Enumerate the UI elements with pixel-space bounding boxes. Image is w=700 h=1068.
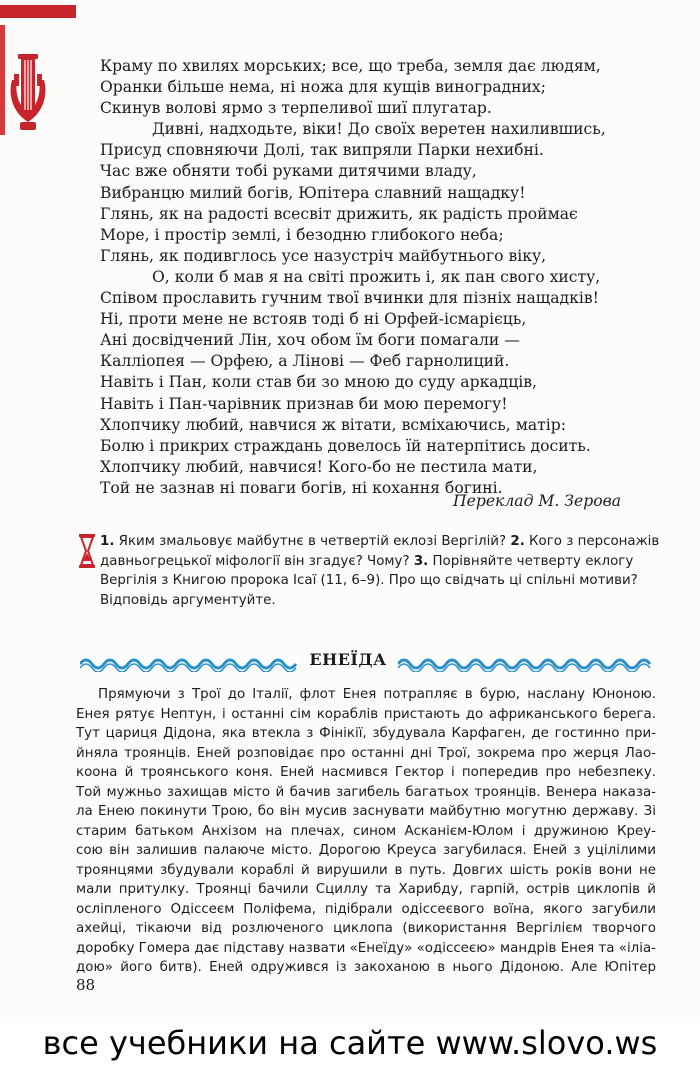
poem-line: Той не зазнав ні поваги богів, ні кохання богині. <box>100 478 503 497</box>
top-accent-bar <box>0 5 76 18</box>
prose-line: ахейці, тікаючи від розлюченого циклопа (використання Вергілієм творчого <box>76 921 656 936</box>
prose-line: сою він залишив палаюче місто. Дорогою Креуса загубилася. Еней з уцілілими <box>76 843 656 858</box>
poem-line: Скинув волові ярмо з терпеливої шиї плугатар. <box>100 99 492 118</box>
lyre-icon <box>6 50 50 132</box>
question-number: 2. <box>510 534 525 549</box>
prose-line: Прямуючи з Трої до Італії, флот Енея потрапляє в бурю, наслану Юноною. <box>98 687 656 702</box>
poem-line: Море, і простір землі, і безодню глибокого неба; <box>100 225 504 244</box>
hourglass-icon <box>78 533 96 569</box>
poem-line: Болю і прикрих страждань довелось їй натерпітись досить. <box>100 436 591 455</box>
poem-line: Краму по хвилях морських; все, що треба, земля дає людям, <box>100 57 601 75</box>
poem-line: Глянь, як подивглось усе назустріч майбутнього віку, <box>100 246 547 265</box>
question-number: 1. <box>100 534 115 549</box>
footer-banner: все учебники на сайте www.slovo.ws <box>0 1018 700 1068</box>
side-accent-bar <box>0 25 5 135</box>
poem-line: Співом прославить гучним твої вчинки для пізніх нащадків! <box>100 289 599 308</box>
poem-line: Оранки більше нема, ні ножа для кущів виноградних; <box>100 78 546 97</box>
prose-line: Тут цариця Дідона, яка втекла з Фінікії, збудувала Карфаген, де гостинно при- <box>76 726 656 741</box>
poem-line: Ні, проти мене не встояв тоді б ні Орфей-ісмарієць, <box>100 310 527 329</box>
translation-credit: Переклад М. Зерова <box>453 492 621 510</box>
prose-line: йняла троянців. Еней розповідає про останні дні Трої, зокрема про жерця Лао- <box>76 745 656 761</box>
ornament-left <box>80 656 298 672</box>
ornament-right <box>398 656 656 672</box>
prose-line: троянцями збудували кораблі й вирушили в путь. Довгих шість років вони не <box>76 862 656 878</box>
poem-line: Час вже обняти тобі руками дитячими владу, <box>100 162 477 181</box>
poem-line: Вибранцю милий богів, Юпітера славний нащадку! <box>100 183 526 202</box>
poem-line: Навіть і Пан-чарівник признав би мою перемогу! <box>100 394 508 413</box>
poem-line: Хлопчику любий, навчися! Кого-бо не пестила мати, <box>100 457 538 476</box>
poem-line: Присуд сповняючи Долі, так випряли Парки нехибні. <box>100 141 544 160</box>
prose-line: коона й троянського коня. Еней насмився Гектор і попередив про небезпеку. <box>76 765 656 780</box>
prose-line: доробку Гомера дає підставу назвати «Енеїду» «одіссеєю» мандрів Енея та «іліа- <box>76 940 656 956</box>
prose-line: осліпленого Одіссеєм Поліфема, підібрали одіссеєвого воїна, якого загубили <box>76 901 656 917</box>
prose-line: Енея рятує Нептун, і останні сім кораблів пристають до африканського берега. <box>76 706 656 722</box>
section-title: ЕНЕЇДА <box>309 650 387 669</box>
question-text: Яким змальовує майбутнє в четвертій еклозі Вергілій? <box>114 534 511 549</box>
poem-line: О, коли б мав я на світі прожить і, як пан свого хисту, <box>152 267 601 286</box>
question-text: Кого з персонажів давньогрецької міфології він згадує? Чому? <box>100 534 660 569</box>
poem-line: Глянь, як на радості всесвіт дрижить, як радість проймає <box>100 204 578 223</box>
questions-block <box>100 532 660 610</box>
question-number: 3. <box>413 553 429 569</box>
prose-line: ла Енею покинути Трою, бо він мусив заснувати майбутню могутню державу. Зі <box>76 804 656 819</box>
poem <box>100 56 640 499</box>
poem-line: Калліопея — Орфею, а Лінові — Феб гарнолиций. <box>100 352 510 371</box>
prose-line: Той мужньо захищав місто й бачив загибель багатьох троянців. Венера наказа- <box>76 784 656 800</box>
prose-line: дою» його битв). Еней одружився із закоханою в нього Дідоною. Але Юпітер <box>76 960 656 975</box>
page-number: 88 <box>76 976 96 994</box>
prose-line: мали притулку. Троянці бачили Сциллу та Харибду, гарпій, острів циклопів й <box>76 882 656 897</box>
poem-line: Навіть і Пан, коли став би зо мною до суду аркадців, <box>100 373 537 392</box>
poem-line: Дивні, надходьте, віки! До своїх веретен нахилившись, <box>152 120 606 139</box>
poem-line: Хлопчику любий, навчися ж вітати, всміхаючись, матір: <box>100 415 566 434</box>
question-text: Порівняйте четверту еклогу Вергілія з Книгою пророка Ісаї (11, 6–9). Про що свідчать ці спільні мотиви? Відповідь аргументуйте. <box>100 553 638 608</box>
prose-line: старим батьком Анхізом на плечах, сином Асканієм-Юлом і дружиною Креу- <box>76 823 656 839</box>
prose-text <box>76 685 656 978</box>
poem-line: Ані досвідчений Лін, хоч обом їм боги помагали — <box>100 331 520 350</box>
